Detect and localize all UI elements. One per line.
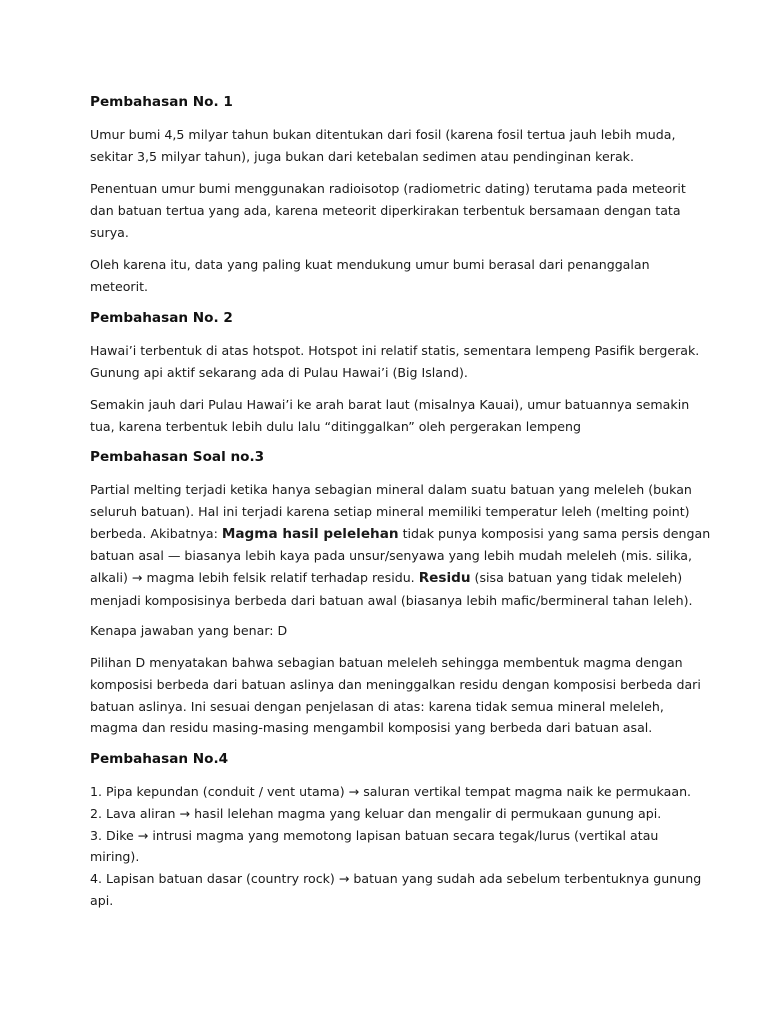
list-item: 1. Pipa kepundan (conduit / vent utama) → saluran vertikal tempat magma naik ke permukaan. — [90, 784, 692, 799]
text-line: Gunung api aktif sekarang ada di Pulau Hawai’i (Big Island). — [90, 364, 468, 380]
text-line — [90, 567, 682, 590]
list-item-continuation: miring). — [90, 849, 140, 865]
list-item: 2. Lava aliran → hasil lelehan magma yang keluar dan mengalir di permukaan gunung api. — [90, 805, 662, 821]
text-line: Umur bumi 4,5 milyar tahun bukan ditentukan dari fosil (karena fosil tertua jauh lebih muda, — [90, 127, 676, 142]
section-1-paragraph-3 — [90, 254, 682, 298]
text-line: Partial melting terjadi ketika hanya sebagian mineral dalam suatu batuan yang meleleh (bukan — [90, 482, 692, 497]
text-line — [90, 523, 711, 546]
section-1-paragraph-1 — [90, 124, 682, 168]
text-line: Kenapa jawaban yang benar: D — [90, 623, 288, 638]
section-1-paragraph-2 — [90, 178, 686, 243]
text-line: menjadi komposisinya berbeda dari batuan awal (biasanya lebih mafic/bermineral tahan leleh). — [90, 592, 693, 608]
text-line: Semakin jauh dari Pulau Hawai’i ke arah barat laut (misalnya Kauai), umur batuannya semakin — [90, 397, 690, 412]
list-item-continuation: api. — [90, 892, 114, 908]
text-line: sekitar 3,5 milyar tahun), juga bukan dari ketebalan sedimen atau pendinginan kerak. — [90, 148, 634, 164]
section-1-heading: Pembahasan No. 1 — [90, 94, 233, 110]
text-line: batuan aslinya. Ini sesuai dengan penjelasan di atas: karena tidak semua mineral meleleh, — [90, 698, 664, 714]
text-line: Oleh karena itu, data yang paling kuat mendukung umur bumi berasal dari penanggalan — [90, 257, 650, 272]
section-2-paragraph-2 — [90, 394, 690, 438]
text-fragment: berbeda. Akibatnya: — [90, 525, 222, 541]
emphasis-magma-hasil-pelelehan: Magma hasil pelelehan — [221, 525, 399, 542]
text-fragment: tidak punya komposisi yang sama persis dengan — [398, 525, 711, 541]
section-3-paragraph-1 — [90, 479, 711, 612]
section-3-heading: Pembahasan Soal no.3 — [90, 449, 265, 465]
text-line: Pilihan D menyatakan bahwa sebagian batuan meleleh sehingga membentuk magma dengan — [90, 655, 683, 670]
text-line: Penentuan umur bumi menggunakan radioisotop (radiometric dating) terutama pada meteorit — [90, 181, 686, 196]
text-line: dan batuan tertua yang ada, karena meteorit diperkirakan terbentuk bersamaan dengan tata — [90, 202, 681, 218]
text-line: Hawai’i terbentuk di atas hotspot. Hotspot ini relatif statis, sementara lempeng Pasifik bergerak. — [90, 343, 700, 358]
section-4-list — [90, 781, 702, 912]
text-line: magma dan residu masing-masing mengambil komposisi yang berbeda dari batuan asal. — [90, 720, 653, 736]
text-fragment: (sisa batuan yang tidak meleleh) — [470, 570, 683, 586]
text-line: meteorit. — [90, 278, 149, 294]
list-item: 4. Lapisan batuan dasar (country rock) → batuan yang sudah ada sebelum terbentuknya gunung — [90, 871, 702, 887]
section-3-paragraph-3 — [90, 652, 701, 739]
text-line: tua, karena terbentuk lebih dulu lalu “ditinggalkan” oleh pergerakan lempeng — [90, 418, 582, 434]
text-fragment: alkali) → magma lebih felsik relatif terhadap residu. — [90, 570, 419, 586]
section-4-heading: Pembahasan No.4 — [90, 751, 229, 767]
text-line: komposisi berbeda dari batuan aslinya dan meninggalkan residu dengan komposisi berbeda dari — [90, 676, 701, 692]
section-3-answer-line — [90, 620, 682, 642]
emphasis-residu: Residu — [418, 570, 471, 587]
list-item: 3. Dike → intrusi magma yang memotong lapisan batuan secara tegak/lurus (vertikal atau — [90, 827, 659, 843]
text-line: surya. — [90, 224, 129, 240]
section-2-paragraph-1 — [90, 340, 700, 384]
text-line: seluruh batuan). Hal ini terjadi karena setiap mineral memiliki temperatur leleh (melting point) — [90, 503, 690, 519]
section-2-heading: Pembahasan No. 2 — [90, 310, 233, 326]
text-line: batuan asal — biasanya lebih kaya pada unsur/senyawa yang lebih mudah meleleh (mis. silika, — [90, 548, 693, 564]
